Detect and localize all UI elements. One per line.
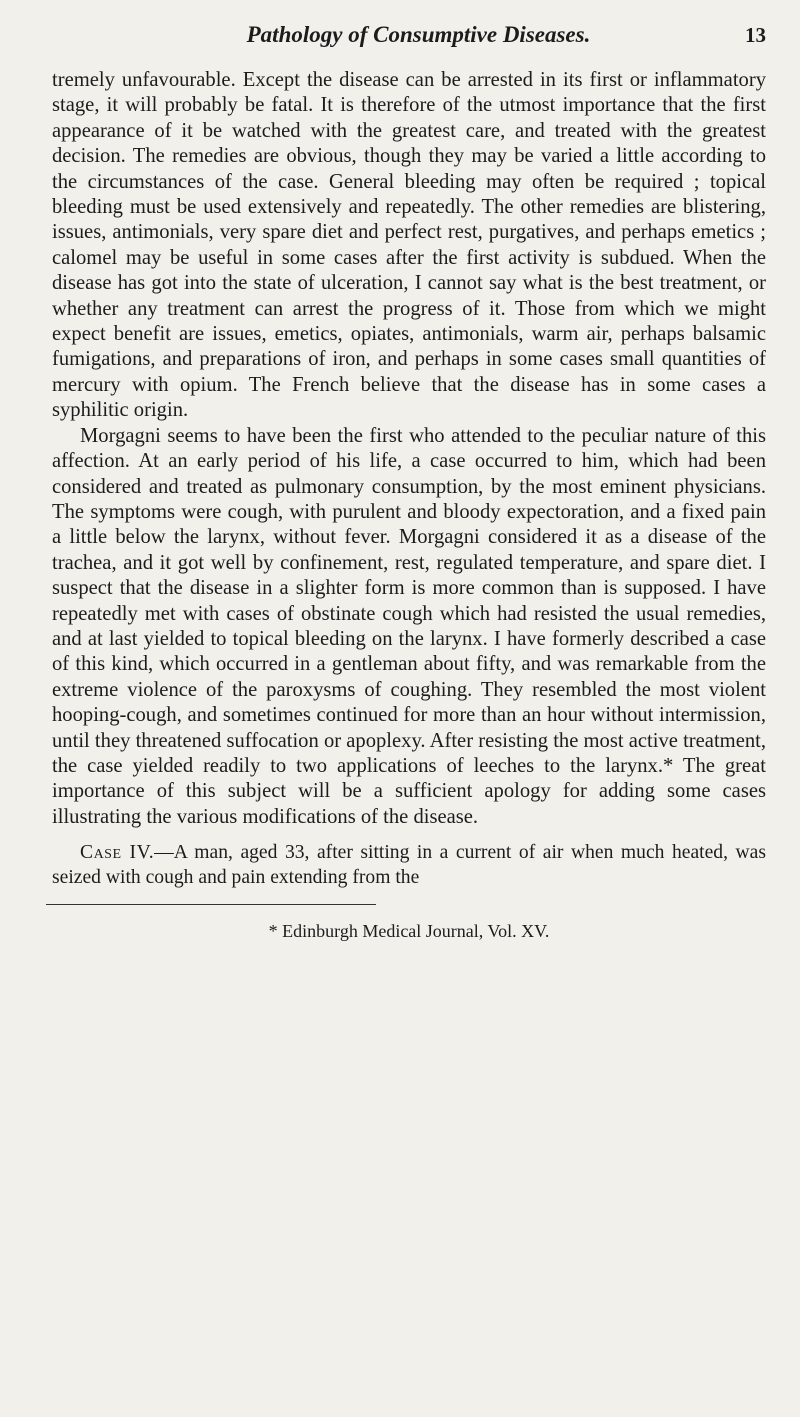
paragraph-treatment: tremely unfavourable. Except the disease can be arrested in its first or inflammatory stage, it will probably be fatal. It is therefore of the utmost importance that the first appearance of it be watched with the greatest care, and treated with the greatest decision. The remedies are obvious, though they may be varied a little according to the circumstances of the case. General bleeding may often be required ; topical bleeding must be used extensively and repeatedly. The other remedies are blistering, issues, antimonials, very spare diet and perfect rest, purgatives, and perhaps emetics ; calomel may be useful in some cases after the first activity is subdued. When the disease has got into the state of ulceration, I cannot say what is the best treatment, or whether any treatment can arrest the progress of it. Those from which we might expect benefit are issues, emetics, opiates, antimonials, warm air, perhaps balsamic fumigations, and preparations of iron, and perhaps in some cases small quantities of mercury with opium. The French believe that the disease has in some cases a syphilitic origin. <box>52 69 766 422</box>
case-text: —A man, aged 33, after sitting in a current of air when much heated, was seized with cough and pain extending from the <box>52 842 766 889</box>
case-label: Case IV. <box>80 842 155 864</box>
running-head <box>52 22 766 68</box>
footnote-rule <box>46 904 376 905</box>
footnote: * Edinburgh Medical Journal, Vol. XV. <box>268 921 550 942</box>
case-paragraph <box>52 840 766 890</box>
page-number: 13 <box>745 23 766 47</box>
running-title: Pathology of Consumptive Diseases. <box>246 22 591 47</box>
body-text <box>52 68 766 890</box>
paragraph-morgagni: Morgagni seems to have been the first who attended to the peculiar nature of this affection. At an early period of his life, a case occurred to him, which had been considered and treated as pulmonary consumption, by the most eminent physicians. The symptoms were cough, with purulent and bloody expectoration, and a fixed pain a little below the larynx, without fever. Morgagni considered it as a disease of the trachea, and it got well by confinement, rest, regulated temperature, and spare diet. I suspect that the disease in a slighter form is more common than is supposed. I have repeatedly met with cases of obstinate cough which had resisted the usual remedies, and at last yielded to topical bleeding on the larynx. I have formerly described a case of this kind, which occurred in a gentleman about fifty, and was remarkable from the extreme violence of the paroxysms of coughing. They resembled the most violent hooping-cough, and sometimes continued for more than an hour without intermission, until they threatened suffocation or apoplexy. After resisting the most active treatment, the case yielded readily to two applications of leeches to the larynx.* The great importance of this subject will be a sufficient apology for adding some cases illustrating the various modifications of the disease. <box>52 424 766 828</box>
